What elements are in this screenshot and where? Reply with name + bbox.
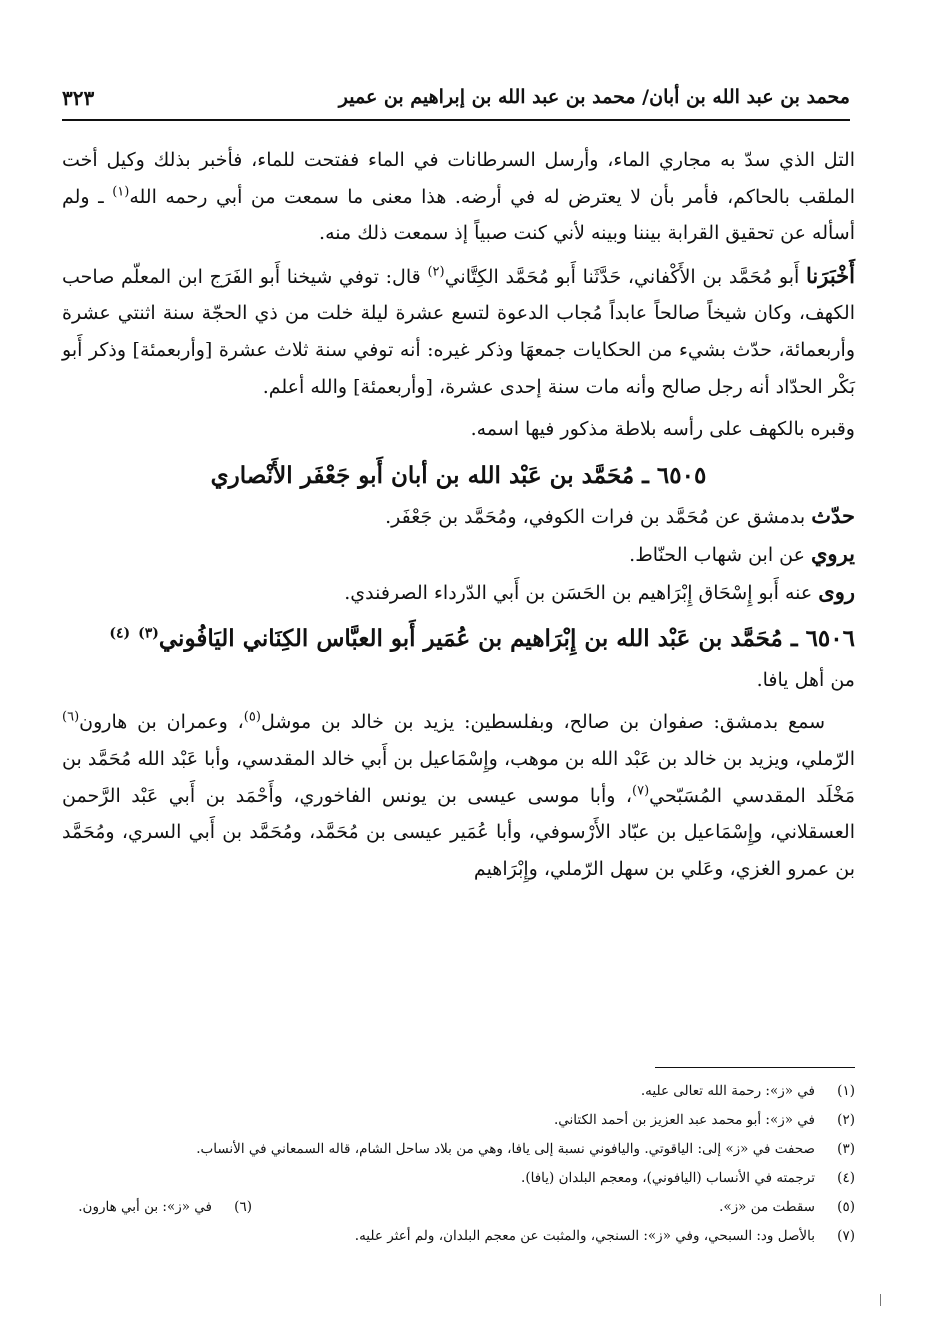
paragraph-continuation	[62, 142, 855, 252]
running-head: محمد بن عبد الله بن أبان/ محمد بن عبد الله بن إبراهيم بن عمير	[338, 86, 850, 108]
paragraph-text: سمع بدمشق: صفوان بن صالح، وبفلسطين: يزيد بن خالد بن موشل	[260, 711, 825, 734]
footnote-item	[252, 1193, 855, 1222]
paragraph-text: أَبو مُحَمَّد بن الأَكْفاني، حَدَّثَنا أَبو مُحَمَّد الكِتَّاني	[444, 265, 807, 288]
footnote-ref-7: (٧)	[632, 783, 650, 799]
footnote-ref-1: (١)	[112, 184, 130, 200]
footnote-number: (٢)	[837, 1112, 855, 1128]
entry-lead-word: يروي	[810, 540, 855, 566]
entry-heading-text: ٦٥٠٦ ـ مُحَمَّد بن عَبْد الله بن إِبْرَاهيم بن عُمَير أَبو العبَّاس الكِنَاني اليَافُوني	[158, 625, 855, 653]
footnote-ref-4: (٤)	[109, 625, 131, 642]
footnote-number: (٤)	[837, 1170, 855, 1186]
paragraph-text: ، وأبا موسى عيسى بن يونس الفاخوري، وأَحْمَد بن أَبي عَبْد الرَّحمن العسقلاني، وإِسْمَاعيل بن عبّاد الأَرْسوفي، وأبا عُمَير عيسى بن مُحَمَّد، ومُحَمَّد بن أَبي السري، ومُحَمَّد بن عمرو الغزي، وعَلي بن سهل الرّملي، وإِبْرَاهيم	[62, 784, 855, 880]
paragraph-text: ـ ولم أسأله عن تحقيق القرابة بيننا وبينه لأني كنت صبياً إذ سمعت ذلك منه.	[62, 185, 855, 245]
paragraph-text: قال: توفي شيخنا أَبو الفَرَج ابن المعلّم صاحب الكهف، وكان شيخاً صالحاً عابداً مُجاب الدعوة لتسع عشرة ليلة خلت من ذي الحجّة سنة اثنتي عشرة وأربعمائة، حدّث بشيء من الحكايات جمعهَا وذكر غيره: أنه توفي سنة ثلاث عشرة [وأربعمئة] وذكر أَبو بَكْر الحدّاد أنه رجل صالح وأنه مات سنة إحدى عشرة، [وأربعمئة] والله أعلم.	[62, 265, 855, 398]
page-header	[62, 82, 850, 116]
entry-lead-word: حدّث	[811, 503, 855, 529]
footnote-item	[62, 1193, 252, 1222]
footnote-text: في «ز»: بن أبي هارون.	[78, 1199, 212, 1215]
footnote-text: ترجمته في الأنساب (اليافوني)، ومعجم البلدان (يافا).	[521, 1170, 815, 1186]
paragraph-lead-word: أَخْبَرَنا	[806, 262, 855, 288]
footnote-number: (١)	[837, 1083, 855, 1099]
header-rule	[62, 119, 850, 121]
footnote-number: (٧)	[837, 1228, 855, 1244]
footnote-item	[62, 1222, 855, 1251]
entry-line	[62, 662, 855, 699]
footnote-number: (٦)	[234, 1199, 252, 1215]
entry-line	[62, 574, 855, 612]
footnote-text: صحفت في «ز» إلى: الياقوتي. واليافوني نسبة إلى يافا، وهي من بلاد ساحل الشام، قاله السمعاني في الأنساب.	[196, 1141, 815, 1157]
footnote-item	[62, 1135, 855, 1164]
main-text	[62, 142, 855, 887]
footnote-number: (٣)	[837, 1141, 855, 1157]
footnote-number: (٥)	[837, 1199, 855, 1215]
entry-lead-word: روى	[818, 578, 855, 604]
footnote-ref-3: (٣)	[138, 625, 159, 642]
entry-line	[62, 536, 855, 574]
paragraph-grave	[62, 411, 855, 448]
paragraph-akhbarana	[62, 258, 855, 405]
footnote-text: في «ز»: رحمة الله تعالى عليه.	[640, 1083, 815, 1099]
paragraph-teachers	[62, 704, 855, 887]
entry-text: من أهل يافا.	[756, 668, 855, 691]
entry-text: عنه أَبو إِسْحَاق إِبْرَاهيم بن الحَسَن بن أَبي الدّرداء الصرفندي.	[344, 581, 819, 604]
footnote-rule	[655, 1067, 855, 1068]
paragraph-text: التل الذي سدّ به مجاري الماء، وأرسل السرطانات في الماء ففتحت للماء، فأخبر بذلك وكيل أخت الملقب بالحاكم، فأمر بأن لا يعترض له في أرضه. هذا معنى ما سمعت من أبي رحمه الله	[62, 149, 855, 208]
footnote-text: في «ز»: أبو محمد عبد العزيز بن أحمد الكتاني.	[553, 1112, 815, 1128]
footnote-item	[62, 1164, 855, 1193]
entry-text: عن ابن شهاب الحنّاط.	[629, 543, 811, 566]
footnote-text: بالأصل ود: السبحي، وفي «ز»: السنجي، والمثبت عن معجم البلدان، ولم أعثر عليه.	[354, 1228, 815, 1244]
footnote-ref-5: (٥)	[243, 709, 261, 725]
footnote-item	[62, 1077, 855, 1106]
entry-heading-6505: ٦٥٠٥ ـ مُحَمَّد بن عَبْد الله بن أبان أَبو جَعْفَر الأَنْصاري	[210, 461, 707, 489]
margin-tick-mark	[880, 1294, 881, 1306]
paragraph-text: ، وعمران بن هارون	[79, 711, 244, 734]
footnote-text: سقطت من «ز».	[719, 1199, 815, 1215]
paragraph-text: الرّملي، ويزيد بن خالد بن عَبْد الله بن موهب، وإِسْمَاعيل بن أَبي خالد المقدسي، وأبا عَبْد الله مُحَمَّد بن مَخْلَد المقدسي المُسَبّحي	[62, 747, 855, 807]
footnote-ref-6: (٦)	[62, 709, 80, 725]
entry-heading-6506	[62, 621, 855, 658]
footnotes	[62, 1077, 855, 1251]
entry-text: بدمشق عن مُحَمَّد بن فرات الكوفي، ومُحَمَّد بن جَعْفَر.	[385, 506, 812, 529]
footnote-pair	[62, 1193, 855, 1222]
footnote-item	[62, 1106, 855, 1135]
paragraph-text: وقبره بالكهف على رأسه بلاطة مذكور فيها اسمه.	[470, 418, 855, 441]
entry-line	[62, 498, 855, 536]
footnote-ref-2: (٢)	[427, 264, 445, 280]
page-number: ٣٢٣	[62, 86, 95, 110]
